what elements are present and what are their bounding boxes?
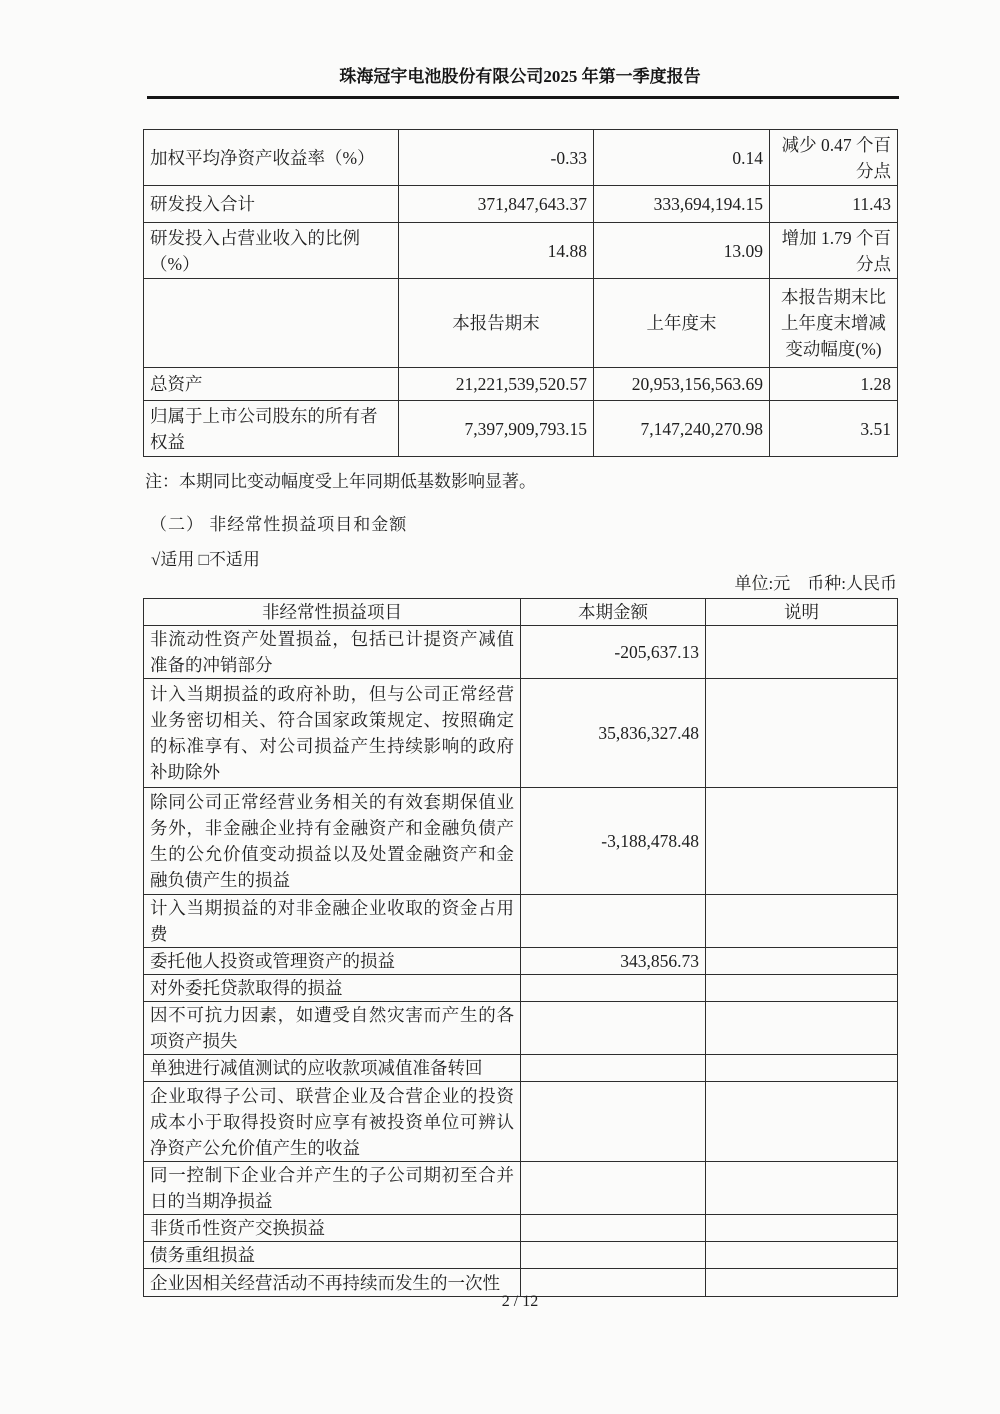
table-row	[144, 626, 898, 679]
table-row	[144, 679, 898, 788]
note-cell	[706, 1002, 898, 1055]
table-row	[144, 1215, 898, 1242]
empty-cell	[144, 279, 399, 368]
amount-cell	[521, 1162, 706, 1215]
indicator-prior: 13.09	[594, 223, 770, 279]
header-rule	[147, 96, 899, 99]
table-row	[144, 130, 898, 186]
table-row	[144, 1242, 898, 1269]
table-row	[144, 948, 898, 975]
indicator-current: 371,847,643.37	[399, 186, 594, 223]
note-cell	[706, 1082, 898, 1162]
indicator-change: 3.51	[770, 401, 898, 457]
report-header-title: 珠海冠宇电池股份有限公司2025 年第一季度报告	[339, 67, 701, 86]
table-row	[144, 788, 898, 895]
section-heading: （二） 非经常性损益项目和金额	[150, 515, 408, 534]
header-row	[144, 599, 898, 626]
indicator-change: 减少 0.47 个百分点	[770, 130, 898, 186]
column-header-amount: 本期金额	[521, 599, 706, 626]
applicability-line: √适用 □不适用	[151, 550, 260, 569]
table-row	[144, 368, 898, 401]
indicator-prior: 7,147,240,270.98	[594, 401, 770, 457]
indicator-current: 21,221,539,520.57	[399, 368, 594, 401]
item-cell: 委托他人投资或管理资产的损益	[144, 948, 521, 975]
indicator-label: 总资产	[144, 368, 399, 401]
indicator-current: -0.33	[399, 130, 594, 186]
note-cell	[706, 788, 898, 895]
indicator-prior: 0.14	[594, 130, 770, 186]
column-header-note: 说明	[706, 599, 898, 626]
item-cell: 非货币性资产交换损益	[144, 1215, 521, 1242]
indicator-current: 14.88	[399, 223, 594, 279]
nonrecurring-items-table	[143, 598, 898, 1297]
indicator-label: 归属于上市公司股东的所有者权益	[144, 401, 399, 457]
note-cell	[706, 948, 898, 975]
period-header-row	[144, 279, 898, 368]
table-note: 注：本期同比变动幅度受上年同期低基数影响显著。	[145, 472, 536, 491]
amount-cell	[521, 975, 706, 1002]
amount-cell: -3,188,478.48	[521, 788, 706, 895]
table-row	[144, 223, 898, 279]
column-header-change: 本报告期末比上年度末增减变动幅度(%)	[770, 279, 898, 368]
column-header-current: 本报告期末	[399, 279, 594, 368]
item-cell: 因不可抗力因素，如遭受自然灾害而产生的各项资产损失	[144, 1002, 521, 1055]
table-row	[144, 1055, 898, 1082]
note-cell	[706, 975, 898, 1002]
amount-cell	[521, 1215, 706, 1242]
indicator-prior: 333,694,194.15	[594, 186, 770, 223]
unit-currency-label: 单位:元 币种:人民币	[734, 574, 897, 593]
item-cell: 非流动性资产处置损益，包括已计提资产减值准备的冲销部分	[144, 626, 521, 679]
table-row	[144, 1082, 898, 1162]
amount-cell: 343,856.73	[521, 948, 706, 975]
item-cell: 除同公司正常经营业务相关的有效套期保值业务外，非金融企业持有金融资产和金融负债产生的公允价值变动损益以及处置金融资产和金融负债产生的损益	[144, 788, 521, 895]
note-cell	[706, 679, 898, 788]
indicator-label: 研发投入占营业收入的比例（%）	[144, 223, 399, 279]
table-row	[144, 186, 898, 223]
indicator-change: 增加 1.79 个百分点	[770, 223, 898, 279]
amount-cell: 35,836,327.48	[521, 679, 706, 788]
note-cell	[706, 1242, 898, 1269]
page-number: 2 / 12	[501, 1293, 539, 1310]
item-cell: 债务重组损益	[144, 1242, 521, 1269]
item-cell: 单独进行减值测试的应收款项减值准备转回	[144, 1055, 521, 1082]
note-cell	[706, 626, 898, 679]
note-cell	[706, 1215, 898, 1242]
item-cell: 企业因相关经营活动不再持续而发生的一次性	[144, 1269, 521, 1297]
amount-cell	[521, 1055, 706, 1082]
table-row	[144, 975, 898, 1002]
column-header-prior: 上年度末	[594, 279, 770, 368]
table-row	[144, 401, 898, 457]
amount-cell	[521, 1082, 706, 1162]
item-cell: 企业取得子公司、联营企业及合营企业的投资成本小于取得投资时应享有被投资单位可辨认净资产公允价值产生的收益	[144, 1082, 521, 1162]
indicator-current: 7,397,909,793.15	[399, 401, 594, 457]
item-cell: 同一控制下企业合并产生的子公司期初至合并日的当期净损益	[144, 1162, 521, 1215]
amount-cell	[521, 1002, 706, 1055]
table-row	[144, 895, 898, 948]
indicator-prior: 20,953,156,563.69	[594, 368, 770, 401]
column-header-item: 非经常性损益项目	[144, 599, 521, 626]
item-cell: 计入当期损益的政府补助，但与公司正常经营业务密切相关、符合国家政策规定、按照确定的标准享有、对公司损益产生持续影响的政府补助除外	[144, 679, 521, 788]
item-cell: 对外委托贷款取得的损益	[144, 975, 521, 1002]
note-cell	[706, 1055, 898, 1082]
note-cell	[706, 895, 898, 948]
item-cell: 计入当期损益的对非金融企业收取的资金占用费	[144, 895, 521, 948]
note-cell	[706, 1162, 898, 1215]
key-indicator-table	[143, 129, 898, 457]
indicator-label: 加权平均净资产收益率（%）	[144, 130, 399, 186]
indicator-change: 11.43	[770, 186, 898, 223]
amount-cell: -205,637.13	[521, 626, 706, 679]
amount-cell	[521, 1242, 706, 1269]
indicator-label: 研发投入合计	[144, 186, 399, 223]
indicator-change: 1.28	[770, 368, 898, 401]
table-row	[144, 1002, 898, 1055]
table-row	[144, 1162, 898, 1215]
amount-cell	[521, 895, 706, 948]
